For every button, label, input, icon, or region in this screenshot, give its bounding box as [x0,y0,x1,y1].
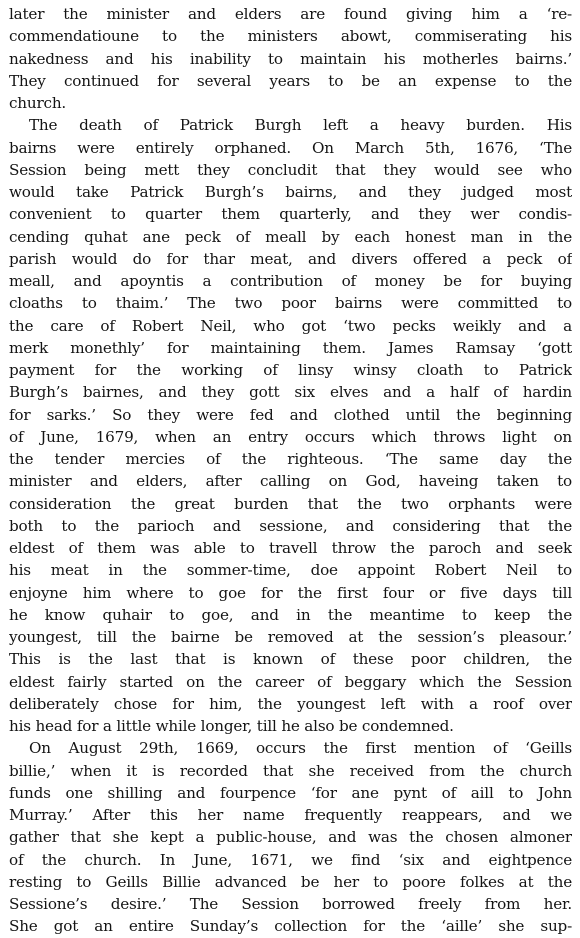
text-line: Murray.’ After this her name frequently reappears, and we [9,806,572,824]
text-line: cending quhat ane peck of meall by each honest man in the [9,227,572,246]
text-line: youngest, till the bairne be removed at the session’s pleasour.’ [9,628,572,646]
text-line: for sarks.’ So they were fed and clothed until the beginning [9,405,572,424]
text-line: would take Patrick Burgh’s bairns, and they judged most [9,183,572,201]
text-line: of June, 1679, when an entry occurs which throws light on [9,427,572,446]
text-line: church. [9,94,67,112]
text-line: Session being mett they concludit that they would see who [9,160,572,179]
paragraph-2 [9,114,572,737]
text-line: commendatioune to the ministers abowt, commiserating his [9,27,572,46]
text-line: his meat in the sommer-time, doe appoint Robert Neil to [9,561,572,580]
text-line: Burgh’s bairnes, and they gott six elves and a half of hardin [9,383,572,402]
text-line: later the minister and elders are found giving him a ‘re- [9,5,572,23]
paragraph-1 [9,3,572,114]
text-line: resting to Geills Billie advanced be her to poore folkes at the [9,872,572,891]
text-line: payment for the working of linsy winsy cloath to Patrick [9,361,572,379]
text-line: nakedness and his inability to maintain his motherles bairns.’ [9,49,572,68]
text-line: funds one shilling and fourpence ‘for ane pynt of aill to John [9,783,572,802]
document-page [9,3,572,938]
text-line: he know quhair to goe, and in the meantime to keep the [9,605,572,624]
text-line: parish would do for thar meat, and divers offered a peck of [9,249,572,268]
paragraph-3 [9,737,572,937]
text-line: the care of Robert Neil, who got ‘two pecks weikly and a [9,316,572,335]
text-line: On August 29th, 1669, occurs the first mention of ‘Geills [29,739,572,758]
text-line: both to the parioch and sessione, and considering that the [9,516,572,535]
text-line: consideration the great burden that the two orphants were [9,494,572,513]
text-line: merk monethly’ for maintaining them. James Ramsay ‘gott [9,338,572,357]
text-line: She got an entire Sunday’s collection for the ‘aille’ she sup- [9,917,572,936]
text-line: convenient to quarter them quarterly, and they wer condis- [9,205,572,224]
text-line: The death of Patrick Burgh left a heavy burden. His [29,116,572,135]
text-line: the tender mercies of the righteous. ‘The same day the [9,450,572,468]
text-line: meall, and apoyntis a contribution of money be for buying [9,272,572,290]
text-line: his head for a little while longer, till he also be condemned. [9,717,454,735]
text-line: eldest of them was able to travell throw the paroch and seek [9,539,572,557]
text-line: deliberately chose for him, the youngest left with a roof over [9,694,572,713]
text-line: billie,’ when it is recorded that she received from the church [9,761,572,780]
text-line: gather that she kept a public-house, and was the chosen almoner [9,828,572,847]
text-line: minister and elders, after calling on God, haveing taken to [9,472,572,491]
text-line: This is the last that is known of these poor children, the [9,650,572,669]
text-line: of the church. In June, 1671, we find ‘six and eightpence [9,850,572,869]
text-line: eldest fairly started on the career of beggary which the Session [9,672,572,691]
text-line: bairns were entirely orphaned. On March 5th, 1676, ‘The [9,138,572,157]
text-line: They continued for several years to be an expense to the [9,71,572,90]
text-line: enjoyne him where to goe for the first four or five days till [9,583,572,602]
text-line: Sessione’s desire.’ The Session borrowed freely from her. [9,895,572,913]
text-line: cloaths to thaim.’ The two poor bairns were committed to [9,294,572,313]
